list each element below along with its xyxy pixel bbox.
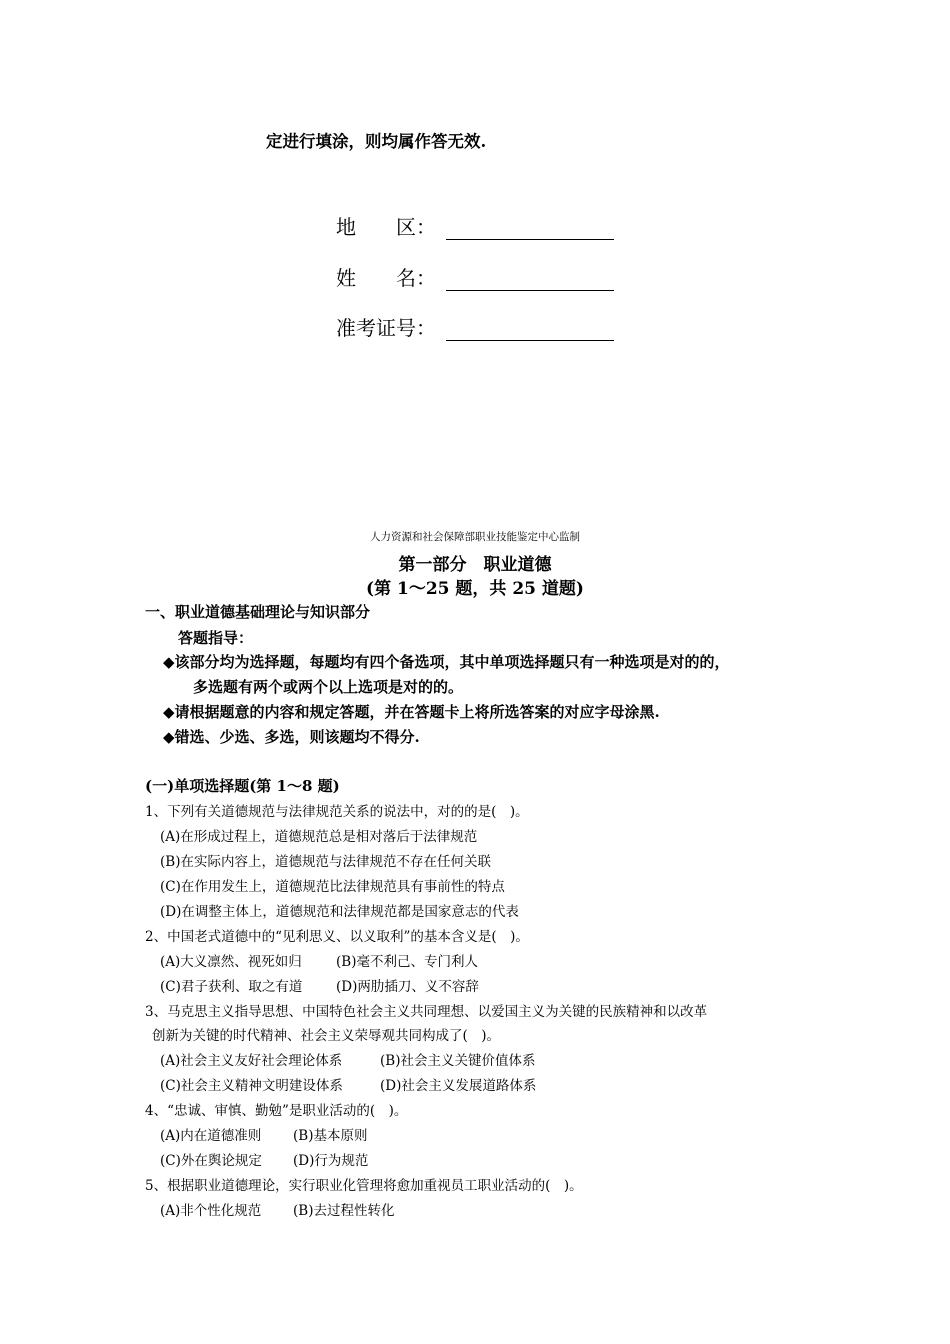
question-3-text: 3、马克思主义指导思想、中国特色社会主义共同理想、以爱国主义为关键的民族精神和以改革 xyxy=(145,1004,708,1020)
guide-bullet: ◆错选、少选、多选，则该题均不得分. xyxy=(163,728,420,746)
guide-bullet: ◆请根据题意的内容和规定答题，并在答题卡上将所选答案的对应字母涂黑. xyxy=(163,703,660,721)
question-4-option-c: (C)外在舆论规定 xyxy=(160,1153,262,1169)
question-2-text: 2、中国老式道德中的“见利思义、以义取利”的基本含义是( )。 xyxy=(145,929,529,945)
part-title: 第一部分 职业道德 xyxy=(398,555,552,575)
region-label: 地 区： xyxy=(336,215,436,239)
question-5-option-a: (A)非个性化规范 xyxy=(160,1203,262,1219)
name-field xyxy=(336,262,614,291)
question-3-option-c: (C)社会主义精神文明建设体系 xyxy=(160,1078,343,1094)
question-3-option-b: (B)社会主义关键价值体系 xyxy=(380,1053,536,1069)
question-1-option-a: (A)在形成过程上，道德规范总是相对落后于法律规范 xyxy=(160,829,478,845)
question-1-text: 1、下列有关道德规范与法律规范关系的说法中，对的的是( )。 xyxy=(145,804,529,820)
exam-id-blank-line[interactable] xyxy=(446,318,614,341)
section-title: 一、职业道德基础理论与知识部分 xyxy=(145,603,371,621)
question-2-option-a: (A)大义凛然、视死如归 xyxy=(160,954,302,970)
question-1-option-d: (D)在调整主体上，道德规范和法律规范都是国家意志的代表 xyxy=(160,904,519,920)
question-4-option-d: (D)行为规范 xyxy=(293,1153,369,1169)
name-blank-line[interactable] xyxy=(446,268,614,291)
header-note: 定进行填涂，则均属作答无效. xyxy=(266,132,487,151)
question-2-option-c: (C)君子获利、取之有道 xyxy=(160,979,303,995)
region-field xyxy=(336,211,614,240)
question-3-option-a: (A)社会主义友好社会理论体系 xyxy=(160,1053,343,1069)
guide-label: 答题指导： xyxy=(178,629,254,647)
question-3-text-continued: 创新为关键的时代精神、社会主义荣辱观共同构成了( )。 xyxy=(152,1028,501,1044)
question-2-option-d: (D)两肋插刀、义不容辞 xyxy=(336,979,479,995)
part-subtitle: (第 1～25 题，共 25 道题) xyxy=(366,579,584,599)
region-blank-line[interactable] xyxy=(446,217,614,240)
question-1-option-c: (C)在作用发生上，道德规范比法律规范具有事前性的特点 xyxy=(160,879,505,895)
name-label: 姓 名： xyxy=(336,266,436,290)
supervisor-note: 人力资源和社会保障部职业技能鉴定中心监制 xyxy=(370,531,580,543)
question-2-option-b: (B)毫不利己、专门利人 xyxy=(336,954,478,970)
question-4-option-b: (B)基本原则 xyxy=(293,1128,368,1144)
question-3-option-d: (D)社会主义发展道路体系 xyxy=(380,1078,537,1094)
question-5-text: 5、根据职业道德理论，实行职业化管理将愈加重视员工职业活动的( )。 xyxy=(145,1178,583,1194)
exam-id-field xyxy=(336,312,614,341)
question-4-option-a: (A)内在道德准则 xyxy=(160,1128,262,1144)
guide-bullet-continued: 多选题有两个或两个以上选项是对的的。 xyxy=(193,678,464,696)
subsection-title: (一)单项选择题(第 1～8 题) xyxy=(145,777,340,795)
question-1-option-b: (B)在实际内容上，道德规范与法律规范不存在任何关联 xyxy=(160,854,491,870)
question-4-text: 4、“忠诚、审慎、勤勉”是职业活动的( )。 xyxy=(145,1103,408,1119)
guide-bullet: ◆该部分均为选择题，每题均有四个备选项，其中单项选择题只有一种选项是对的的， xyxy=(163,653,730,671)
exam-id-label: 准考证号： xyxy=(336,316,436,340)
question-5-option-b: (B)去过程性转化 xyxy=(293,1203,395,1219)
